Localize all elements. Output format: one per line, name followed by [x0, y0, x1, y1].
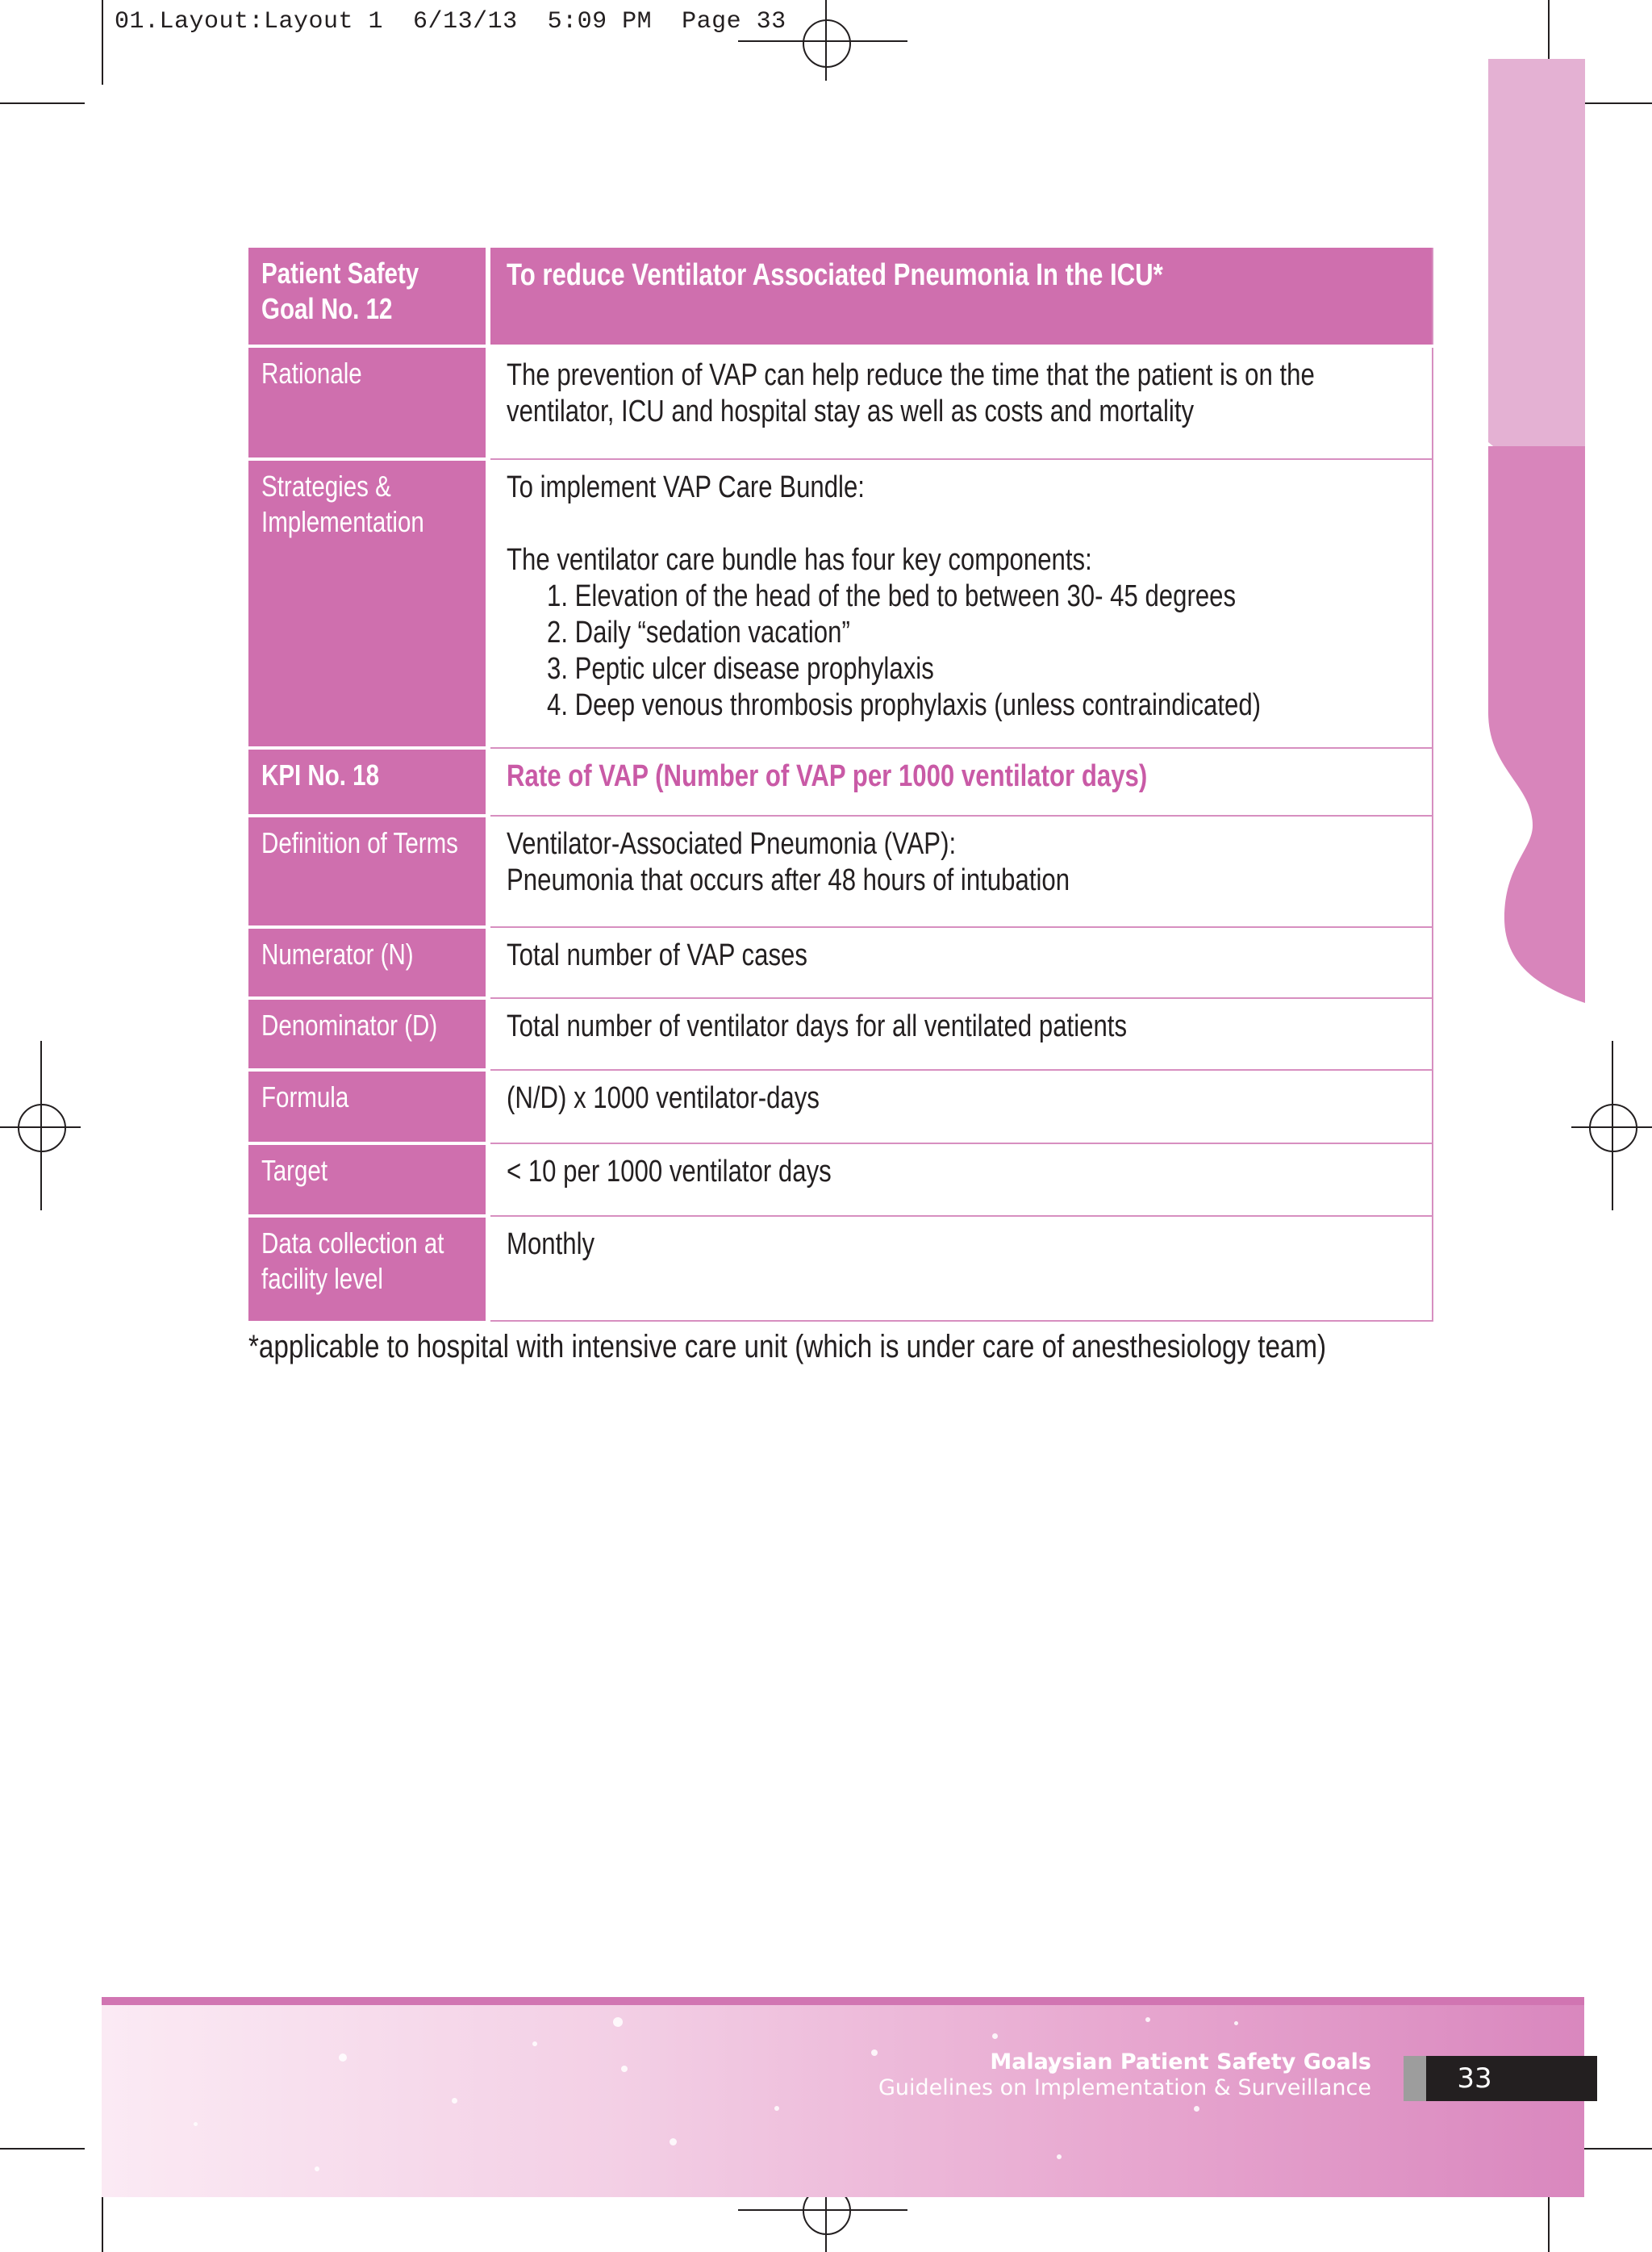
definition-text: Ventilator-Associated Pneumonia (VAP): Pneumonia that occurs after 48 hours of intubation [488, 816, 1433, 927]
data-collection-label: Data collection at facility level [248, 1216, 488, 1321]
formula-label: Formula [248, 1070, 488, 1143]
formula-row [248, 1070, 1433, 1143]
data-collection-text: Monthly [488, 1216, 1433, 1321]
list-item: 1. Elevation of the head of the bed to between 30- 45 degrees [547, 579, 1237, 613]
print-slug: 01.Layout:Layout 1 6/13/13 5:09 PM Page 33 [115, 8, 786, 36]
page-number-box [1404, 2056, 1597, 2101]
numerator-row [248, 927, 1433, 998]
definition-row [248, 816, 1433, 927]
bundle-components-list [507, 579, 1417, 724]
formula-text: (N/D) x 1000 ventilator-days [488, 1070, 1433, 1143]
target-label: Target [248, 1143, 488, 1216]
strategies-text [488, 459, 1433, 748]
footer-title-block [878, 2049, 1371, 2101]
footnote: *applicable to hospital with intensive care unit (which is under care of anesthesiology team) [248, 1329, 1327, 1364]
goal-title: To reduce Ventilator Associated Pneumonia In the ICU* [488, 248, 1433, 346]
footer-title: Malaysian Patient Safety Goals [990, 2049, 1371, 2074]
page-number-accent [1404, 2056, 1426, 2101]
rationale-text: The prevention of VAP can help reduce the time that the patient is on the ventilator, ICU and hospital stay as well as costs and mortality [488, 346, 1433, 459]
numerator-text: Total number of VAP cases [488, 927, 1433, 998]
rationale-label: Rationale [248, 346, 488, 459]
strategies-intro: To implement VAP Care Bundle: [507, 470, 866, 504]
footer-subtitle: Guidelines on Implementation & Surveillance [878, 2075, 1371, 2100]
target-text: < 10 per 1000 ventilator days [488, 1143, 1433, 1216]
target-row [248, 1143, 1433, 1216]
strategies-label: Strategies & Implementation [248, 459, 488, 748]
list-item: 3. Peptic ulcer disease prophylaxis [547, 652, 934, 686]
rationale-row [248, 346, 1433, 459]
page-number: 33 [1457, 2062, 1492, 2095]
patient-safety-goal-table [248, 248, 1433, 1322]
list-item: 2. Daily “sedation vacation” [547, 616, 850, 650]
kpi-row [248, 748, 1433, 816]
strategies-row [248, 459, 1433, 748]
section-tab-light [1488, 59, 1585, 446]
kpi-label: KPI No. 18 [248, 748, 488, 816]
denominator-text: Total number of ventilator days for all ventilated patients [488, 998, 1433, 1070]
list-item: 4. Deep venous thrombosis prophylaxis (unless contraindicated) [547, 688, 1262, 722]
footer-stripe [102, 1997, 1584, 2005]
numerator-label: Numerator (N) [248, 927, 488, 998]
goal-label: Patient Safety Goal No. 12 [248, 248, 488, 346]
denominator-row [248, 998, 1433, 1070]
bundle-lead: The ventilator care bundle has four key components: [507, 543, 1092, 577]
section-tab-dark [1488, 446, 1585, 1003]
denominator-label: Denominator (D) [248, 998, 488, 1070]
data-collection-row [248, 1216, 1433, 1321]
kpi-title: Rate of VAP (Number of VAP per 1000 ventilator days) [488, 748, 1433, 816]
definition-label: Definition of Terms [248, 816, 488, 927]
goal-row [248, 248, 1433, 346]
